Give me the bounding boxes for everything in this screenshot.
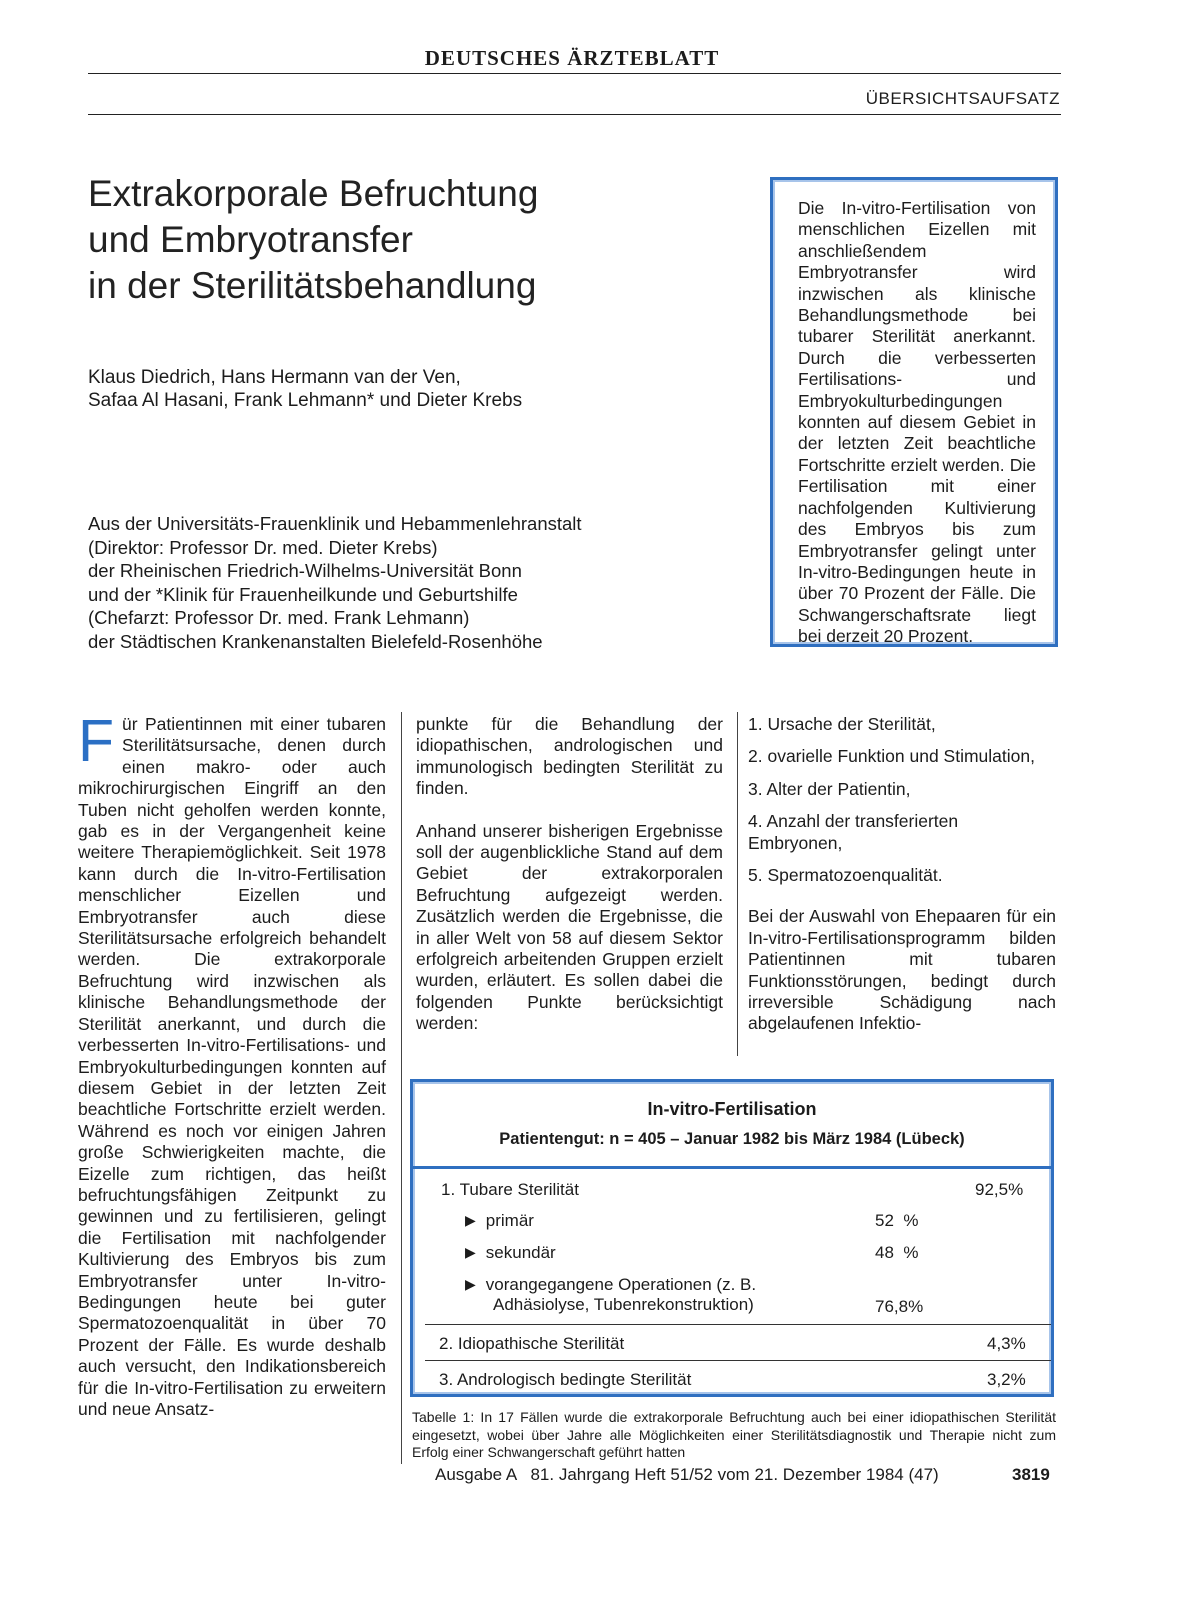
subrow-label: Adhäsiolyse, Tubenrekonstruktion) xyxy=(493,1295,754,1314)
page-number: 3819 xyxy=(1012,1465,1050,1484)
issue-info: Ausgabe A 81. Jahrgang Heft 51/52 vom 21. Dezember 1984 (47) xyxy=(435,1465,939,1484)
subrow-label: primär xyxy=(485,1211,534,1230)
row-value: 3,2% xyxy=(987,1370,1026,1389)
table-header xyxy=(413,1082,1051,1169)
body-column-1 xyxy=(78,708,386,1420)
author-list xyxy=(88,366,648,412)
body-paragraph: Bei der Auswahl von Ehepaaren für ein In-vitro-Fertilisationsprogramm bilden Patientinnen mit tubaren Funktionsstörungen, bedingt durch irreversible Schädigung nach abgelaufenen Infektio- xyxy=(748,906,1056,1034)
title-line: Extrakorporale Befruchtung xyxy=(88,173,539,214)
affiliation-line: (Direktor: Professor Dr. med. Dieter Krebs) xyxy=(88,536,438,558)
table-subtitle: Patientengut: n = 405 – Januar 1982 bis März 1984 (Lübeck) xyxy=(499,1130,965,1148)
list-item: 4. Anzahl der transferierten Embryonen, xyxy=(748,811,959,853)
affiliation-line: Aus der Universitäts-Frauenklinik und Hebammenlehranstalt xyxy=(88,513,582,534)
affiliation-line: (Chefarzt: Professor Dr. med. Frank Lehmann) xyxy=(88,607,470,628)
body-text: ür Patientinnen mit einer tubaren Sterilitätsursache, denen durch einen makro- oder auch mikrochirurgischen Eingriff an den Tuben nicht geholfen werden konnte, gab es in der Vergangenheit keine weitere Therapiemöglichkeit. Seit 1978 kann durch die In-vitro-Fertilisation menschlicher Eizellen und Embryotransfer auch diese Sterilitätsursache erfolgreich behandelt werden. Die extrakorporale Befruchtung wird inzwischen als klinische Behandlungsmethode der Sterilität anerkannt, und durch die verbesserten In-vitro-Fertilisations- und Embryokulturbedingungen konnten auf diesem Gebiet in der letzten Zeit beachtliche Fortschritte erzielt werden. Während es noch vor einigen Jahren große Schwierigkeiten machte, die Eizelle zum richtigen, das heißt befruchtungsfähigen Zeitpunkt zu gewinnen und zu fertilisieren, gelingt die Fertilisation mit nachfolgender Kultivierung des Embryos bis zum Embryotransfer unter In-vitro-Bedingungen heute bei guter Spermatozoenqualität in über 70 Prozent der Fälle. Es wurde deshalb auch versucht, den Indikationsbereich für die In-vitro-Fertilisation zu erweitern und neue Ansatz- xyxy=(78,714,386,1419)
arrow-right-icon: ▶ xyxy=(465,1276,476,1292)
column-divider xyxy=(401,712,402,1464)
abstract-box xyxy=(770,177,1058,647)
author-line: Klaus Diedrich, Hans Hermann van der Ven, xyxy=(88,367,461,388)
list-item: 5. Spermatozoenqualität. xyxy=(748,865,943,886)
arrow-right-icon: ▶ xyxy=(465,1244,476,1260)
affiliation-line: und der *Klinik für Frauenheilkunde und Geburtshilfe xyxy=(88,583,518,605)
affiliation-line: der Rheinischen Friedrich-Wilhelms-Universität Bonn xyxy=(88,560,522,581)
subrow-label: sekundär xyxy=(485,1243,556,1262)
list-item: 2. ovarielle Funktion und Stimulation, xyxy=(748,746,1035,767)
title-line: in der Sterilitätsbehandlung xyxy=(88,265,537,306)
subrow-value: 52 % xyxy=(875,1211,919,1230)
list-item: 1. Ursache der Sterilität, xyxy=(748,714,936,734)
arrow-right-icon: ▶ xyxy=(465,1212,476,1228)
row-value: 4,3% xyxy=(987,1334,1026,1353)
masthead-rule xyxy=(88,73,1061,74)
table-title: In-vitro-Fertilisation xyxy=(647,1099,817,1119)
drop-cap: F xyxy=(78,708,115,774)
row-label: 2. Idiopathische Sterilität xyxy=(439,1334,625,1353)
subrow-value: 48 % xyxy=(875,1243,919,1262)
body-column-2 xyxy=(416,714,723,1056)
section-rule xyxy=(88,114,1061,115)
table-separator xyxy=(425,1324,1051,1325)
section-label: ÜBERSICHTSAUFSATZ xyxy=(865,89,1060,108)
author-line: Safaa Al Hasani, Frank Lehmann* und Dieter Krebs xyxy=(88,390,523,411)
row-label: 3. Andrologisch bedingte Sterilität xyxy=(439,1370,692,1389)
table-separator xyxy=(425,1360,1051,1361)
subrow-value: 76,8% xyxy=(875,1297,924,1316)
journal-masthead: DEUTSCHES ÄRZTEBLATT xyxy=(424,46,720,70)
body-paragraph: punkte für die Behandlung der idiopathischen, andrologischen und immunologisch bedingten Sterilität zu finden. xyxy=(416,714,723,799)
results-table xyxy=(410,1079,1054,1397)
row-value: 92,5% xyxy=(975,1180,1024,1199)
body-paragraph: Anhand unserer bisherigen Ergebnisse soll der augenblickliche Stand auf dem Gebiet der extrakorporalen Befruchtung aufgezeigt werden. Zusätzlich werden die Ergebnisse, die in aller Welt von 58 auf diesem Sektor erfolgreich arbeitenden Gruppen erzielt wurden, erläutert. Es sollen dabei die folgenden Punkte berücksichtigt werden: xyxy=(416,820,723,1034)
affiliation xyxy=(88,512,728,653)
body-column-3 xyxy=(748,714,1056,1056)
table-caption: Tabelle 1: In 17 Fällen wurde die extrakorporale Befruchtung auch bei einer idiopathischen Sterilität eingesetzt, wobei über Jahre alle Möglichkeiten einer Sterilitätsdiagnostik und Therapie nicht zum Erfolg einer Schwangerschaft geführt hatten xyxy=(412,1409,1056,1460)
list-item: 3. Alter der Patientin, xyxy=(748,778,911,799)
column-divider xyxy=(737,712,738,1056)
affiliation-line: der Städtischen Krankenanstalten Bielefeld-Rosenhöhe xyxy=(88,630,543,652)
abstract-text: Die In-vitro-Fertilisation von menschlichen Eizellen mit anschließendem Embryotransfer wird inzwischen als klinische Behandlungsmethode bei tubarer Sterilität anerkannt. Durch die verbesserten Fertilisations- und Embryokulturbedingungen konnten auf diesem Gebiet in der letzten Zeit beachtliche Fortschritte erzielt werden. Die Fertilisation mit einer nachfolgenden Kultivierung des Embryos bis zum Embryotransfer gelingt unter In-vitro-Bedingungen heute in über 70 Prozent der Fälle. Die Schwangerschaftsrate liegt bei derzeit 20 Prozent. xyxy=(798,198,1036,647)
article-title xyxy=(88,171,728,309)
row-label: 1. Tubare Sterilität xyxy=(441,1180,579,1199)
subrow-label: vorangegangene Operationen (z. B. xyxy=(485,1275,757,1294)
title-line: und Embryotransfer xyxy=(88,219,413,260)
